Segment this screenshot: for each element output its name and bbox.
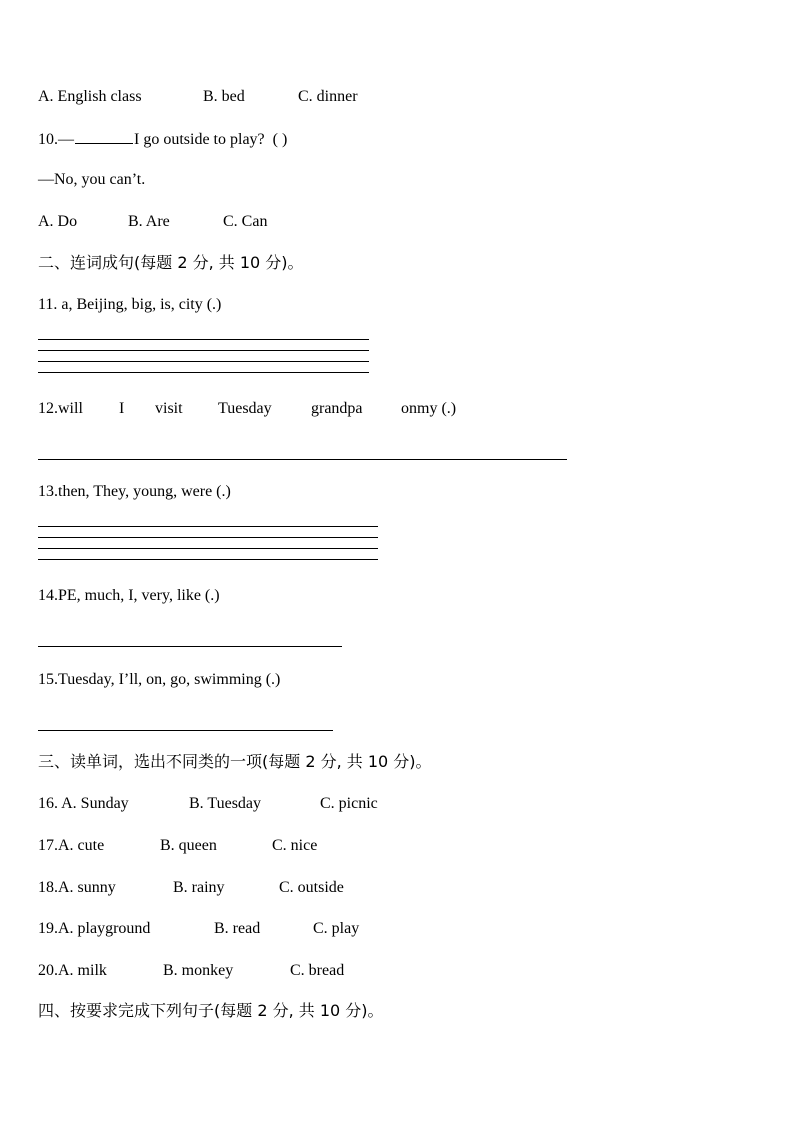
q20-option-c: C. bread (290, 962, 345, 979)
q19-option-a: 19.A. playground (38, 920, 151, 937)
q12-word: 12.will (38, 400, 83, 417)
q10-option-a: A. Do (38, 213, 78, 230)
q14-answer-line[interactable] (38, 646, 342, 647)
section4-heading: 四、按要求完成下列句子(每题 2 分, 共 10 分)。 (38, 1001, 384, 1020)
section2-heading: 二、连词成句(每题 2 分, 共 10 分)。 (38, 253, 304, 272)
q13-answer-line[interactable] (38, 548, 378, 549)
q11-answer-line[interactable] (38, 372, 369, 373)
q16-option-c: C. picnic (320, 795, 378, 812)
q20-option-b: B. monkey (163, 962, 234, 979)
q16-option-b: B. Tuesday (189, 795, 262, 812)
q13-answer-line[interactable] (38, 559, 378, 560)
q13-answer-line[interactable] (38, 526, 378, 527)
q19-option-b: B. read (214, 920, 261, 937)
q17-option-c: C. nice (272, 837, 318, 854)
q10-response: —No, you can’t. (38, 171, 146, 188)
q19-option-c: C. play (313, 920, 360, 937)
q10-option-c: C. Can (223, 213, 268, 230)
q15-prompt: 15.Tuesday, I’ll, on, go, swimming (.) (38, 671, 281, 688)
q10-answer-blank[interactable] (75, 129, 133, 144)
q12-word: grandpa (311, 400, 363, 417)
q11-prompt: 11. a, Beijing, big, is, city (.) (38, 296, 222, 313)
q11-answer-line[interactable] (38, 361, 369, 362)
q13-answer-line[interactable] (38, 537, 378, 538)
q11-answer-line[interactable] (38, 339, 369, 340)
q17-option-a: 17.A. cute (38, 837, 105, 854)
q9-option-b: B. bed (203, 88, 245, 105)
q13-prompt: 13.then, They, young, were (.) (38, 483, 231, 500)
q14-prompt: 14.PE, much, I, very, like (.) (38, 587, 220, 604)
q10-stem: I go outside to play? (134, 131, 265, 148)
q12-word: visit (155, 400, 183, 417)
q20-option-a: 20.A. milk (38, 962, 107, 979)
q10-option-b: B. Are (128, 213, 170, 230)
q10-question (38, 129, 287, 150)
q11-answer-line[interactable] (38, 350, 369, 351)
q12-word: onmy (.) (401, 400, 457, 417)
q18-option-b: B. rainy (173, 879, 225, 896)
q12-word: I (119, 400, 125, 417)
q12-word: Tuesday (218, 400, 272, 417)
q10-answer-paren[interactable]: ( ) (272, 131, 288, 148)
q12-answer-line[interactable] (38, 459, 567, 460)
q16-option-a: 16. A. Sunday (38, 795, 129, 812)
q9-option-a: A. English class (38, 88, 142, 105)
section3-heading: 三、读单词，选出不同类的一项(每题 2 分, 共 10 分)。 (38, 752, 432, 771)
q17-option-b: B. queen (160, 837, 217, 854)
q18-option-c: C. outside (279, 879, 344, 896)
q18-option-a: 18.A. sunny (38, 879, 116, 896)
q9-option-c: C. dinner (298, 88, 358, 105)
q15-answer-line[interactable] (38, 730, 333, 731)
q10-number: 10.— (38, 131, 74, 148)
